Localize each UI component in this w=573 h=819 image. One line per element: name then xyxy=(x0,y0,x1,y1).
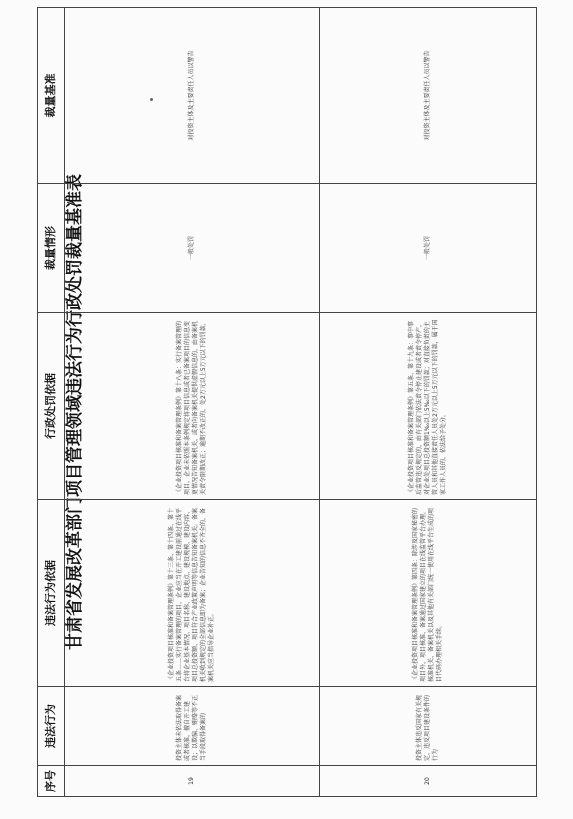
row-situation: 一般处罚 xyxy=(65,184,320,313)
header-seq: 序号 xyxy=(38,766,65,797)
document-title: 甘肃省发展改革部门项目管理领域违法行为行政处罚裁量基准表 xyxy=(65,174,85,650)
row-situation: 一般处罚 xyxy=(320,184,537,313)
row-basis: 《企业投资项目核准和备案管理条例》第四条：除涉及国家秘密的项目外，项目核准、备案通过国家建立的项目在线监管平台办理。核准机关、备案机关以及其他有关部门统一使用在线平台生成的项目代码办理相关手续。 xyxy=(320,500,537,687)
row-basis: 《企业投资项目核准和备案管理条例》第十三条、第十四条、第十五条……实行备案管理的项目，企业应当在开工建设前通过在线平台将企业基本情况、项目名称、建设地点、建设规模、建设内容、项目总投资额、项目符合产业政策声明等信息告知备案机关。备案机关收到规定的全部信息即为备案；企业告知的信息不齐全的，备案机关应当指导企业补正。 xyxy=(65,500,320,687)
row-seq: 20 xyxy=(320,766,537,797)
row-standard: 对投资主体及主要责任人员以警告 xyxy=(320,8,537,184)
header-standard: 裁量基准 xyxy=(38,8,65,184)
table-row xyxy=(65,8,320,797)
header-basis: 违法行为依据 xyxy=(38,500,65,687)
rotated-table-region xyxy=(37,50,537,797)
header-situation: 裁量情形 xyxy=(38,184,65,313)
header-penalty: 行政处罚依据 xyxy=(38,313,65,500)
row-seq: 19 xyxy=(65,766,320,797)
penalty-standard-table xyxy=(37,7,537,797)
row-act: 投资主体违反国家有关规定，违反项目建设条件的行为 xyxy=(320,687,537,766)
table-row xyxy=(320,8,537,797)
table-header-row xyxy=(38,8,65,797)
row-act: 投资主体未依法取得备案或者核准，擅自开工建设；以欺骗、贿赂等不正当手段取得备案的 xyxy=(65,687,320,766)
row-penalty: 《企业投资项目核准和备案管理条例》第五条、第十九条：事中事后监管违反规定的，由有关部门依法责令停止建设或者责令停产，对企业处项目总投资额1‰以上5‰以下的罚款；对直接负责的主管人员和其他直接责任人员处2万元以上5万元以下的罚款，属于国家工作人员的，依法给予处分。 xyxy=(320,313,537,500)
row-penalty: 《企业投资项目核准和备案管理条例》第十八条：实行备案管理的项目，企业未依照本条例规定将项目信息或者已备案项目的信息变更情况告知备案机关，或者向备案机关提供虚假信息的，由备案机关责令限期改正；逾期不改正的，处2万元以上5万元以下的罚款。 xyxy=(65,313,320,500)
row-standard: 对投资主体及主要责任人员以警告 xyxy=(65,8,320,184)
header-act: 违法行为 xyxy=(38,687,65,766)
